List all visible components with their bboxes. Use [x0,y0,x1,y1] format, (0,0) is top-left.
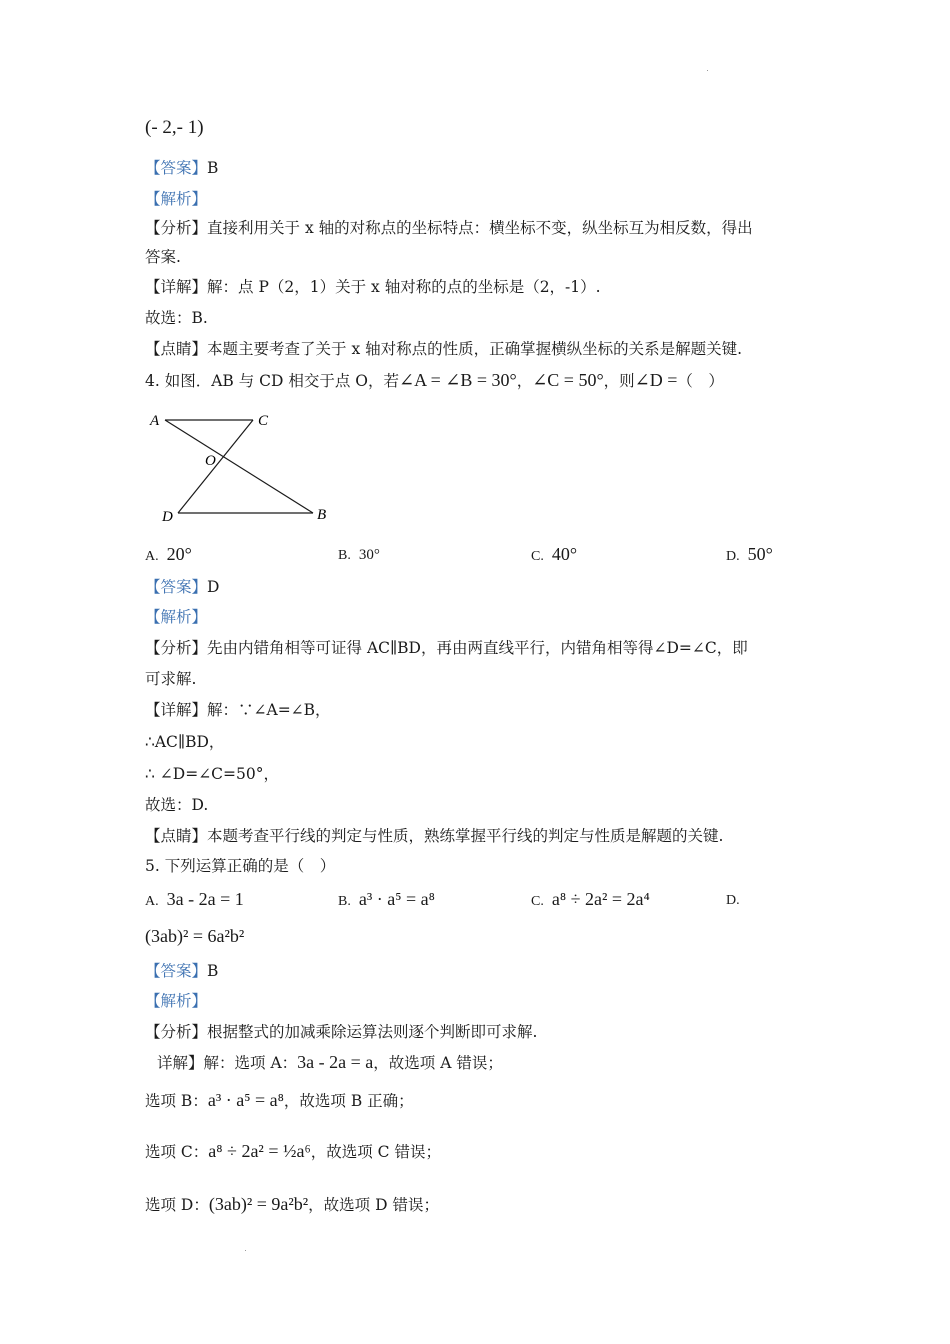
q5-option-b [338,888,435,913]
segment-AB [165,420,313,513]
q4-fenxi [145,637,748,659]
option-a-expression: 3a - 2a = a [297,1052,374,1072]
q4-guxuan: 故选：D. [145,796,209,814]
q3-analysis-tag: 【解析】 [145,190,208,208]
option-value: a³ · a⁵ = a⁸ [358,889,435,909]
dianjing-text: 本题主要考查了关于 x 轴对称点的性质，正确掌握横纵坐标的关系是解题关键. [207,340,743,358]
answer-tag: 【答案】 [145,578,208,596]
q4-step-3: ∴ ∠D=∠C=50°， [145,765,279,783]
xiangjie-prefix: 解：选项 A： [203,1054,298,1072]
q5-option-d-check [145,1193,439,1216]
q3-fenxi [145,217,753,239]
option-label: A. [145,894,159,909]
previous-answer-choice: (- 2,- 1) [145,117,204,138]
q3-xiangjie [145,276,601,298]
option-d-verdict: ，故选项 D 错误； [308,1196,439,1214]
q4-fenxi-cont: 可求解. [145,670,197,688]
xiangjie-tag: 详解】 [157,1054,204,1072]
option-c-expression: a⁸ ÷ 2a² = ½a⁶ [208,1141,311,1161]
q4-option-c [531,543,577,568]
label-B: B [317,507,327,523]
q3-dianjing [145,338,742,360]
q4-option-d [726,543,773,568]
q4-analysis-tag: 【解析】 [145,608,208,626]
page-mark-bottom [245,1250,246,1251]
option-value: a⁸ ÷ 2a² = 2a⁴ [551,889,650,909]
option-value: 50° [747,544,773,564]
option-value: 40° [551,544,578,564]
q5-answer [145,960,218,982]
q4-xiangjie [145,699,331,721]
fenxi-tag: 【分析】 [145,1023,208,1041]
q4-then: ，则 [603,372,635,390]
option-label: A. [145,549,159,564]
dianjing-text: 本题考查平行线的判定与性质，熟练掌握平行线的判定与性质是解题的关键. [207,827,724,845]
xiangjie-tag: 【详解】 [145,278,208,296]
q3-guxuan: 故选：B. [145,309,208,327]
q5-option-c-check [145,1140,441,1163]
answer-value: B [207,962,219,980]
label-C: C [258,413,269,429]
q5-xiangjie [157,1051,503,1074]
q4-condition-2: ∠C = 50° [532,370,604,390]
fenxi-text: 根据整式的加减乘除运算法则逐个判断即可求解. [207,1023,538,1041]
option-c-prefix: 选项 C： [145,1143,209,1161]
option-value: 20° [166,544,192,564]
label-O: O [205,453,216,469]
q5-option-c [531,888,650,913]
fenxi-tag: 【分析】 [145,219,208,237]
q5-option-b-check [145,1089,414,1112]
q3-answer [145,157,218,179]
answer-value: B [207,159,219,177]
q4-answer [145,576,219,598]
option-label: C. [531,894,544,909]
q4-option-b [338,543,380,567]
option-b-prefix: 选项 B： [145,1092,208,1110]
q5-stem: 5. 下列运算正确的是（ ） [145,857,336,875]
q4-step-2: ∴AC∥BD， [145,733,225,751]
option-value: 3a - 2a = 1 [166,889,244,909]
xiangjie-text: 解：∵∠A=∠B， [207,701,331,719]
q4-number: 4. 如图． [145,372,212,390]
option-a-verdict: ，故选项 A 错误； [373,1054,503,1072]
q4-stem-text: AB 与 CD 相交于点 O，若 [211,372,400,390]
q4-condition-1: ∠A = ∠B = 30° [399,370,517,390]
page-mark-top [707,70,708,71]
q5-option-d-value: (3ab)² = 6a²b² [145,926,245,946]
option-label: B. [338,894,351,909]
option-b-verdict: ，故选项 B 正确； [283,1092,414,1110]
dianjing-tag: 【点睛】 [145,827,208,845]
q5-fenxi [145,1021,537,1043]
fenxi-text: 先由内错角相等可证得 AC∥BD，再由两直线平行，内错角相等得∠D=∠C，即 [207,639,748,657]
option-d-expression: (3ab)² = 9a²b² [208,1194,309,1214]
q5-option-a [145,888,244,913]
option-value: 30° [358,547,380,563]
option-c-verdict: ，故选项 C 错误； [310,1143,441,1161]
fenxi-text: 直接利用关于 x 轴的对称点的坐标特点：横坐标不变，纵坐标互为相反数，得出 [207,219,753,237]
label-A: A [150,413,160,429]
q4-paren: （ ） [677,372,724,390]
answer-value: D [207,578,220,596]
q4-stem [145,369,724,392]
q5-option-d [726,888,748,912]
option-label: B. [338,548,351,563]
xiangjie-tag: 【详解】 [145,701,208,719]
dianjing-tag: 【点睛】 [145,340,208,358]
q4-ask: ∠D = [634,370,678,390]
fenxi-tag: 【分析】 [145,639,208,657]
label-D: D [162,509,173,525]
q4-option-a [145,543,192,568]
q3-fenxi-cont: 答案. [145,248,181,266]
q4-dianjing [145,825,723,847]
option-label: D. [726,549,740,564]
intersecting-lines-figure [145,405,345,530]
answer-tag: 【答案】 [145,962,208,980]
option-label: D. [726,893,740,908]
q5-analysis-tag: 【解析】 [145,992,208,1010]
option-label: C. [531,549,544,564]
answer-tag: 【答案】 [145,159,208,177]
q4-sep: ， [516,372,533,390]
option-d-prefix: 选项 D： [145,1196,209,1214]
xiangjie-text: 解：点 P（2，1）关于 x 轴对称的点的坐标是（2，-1）. [207,278,601,296]
option-b-expression: a³ · a⁵ = a⁸ [207,1090,284,1110]
